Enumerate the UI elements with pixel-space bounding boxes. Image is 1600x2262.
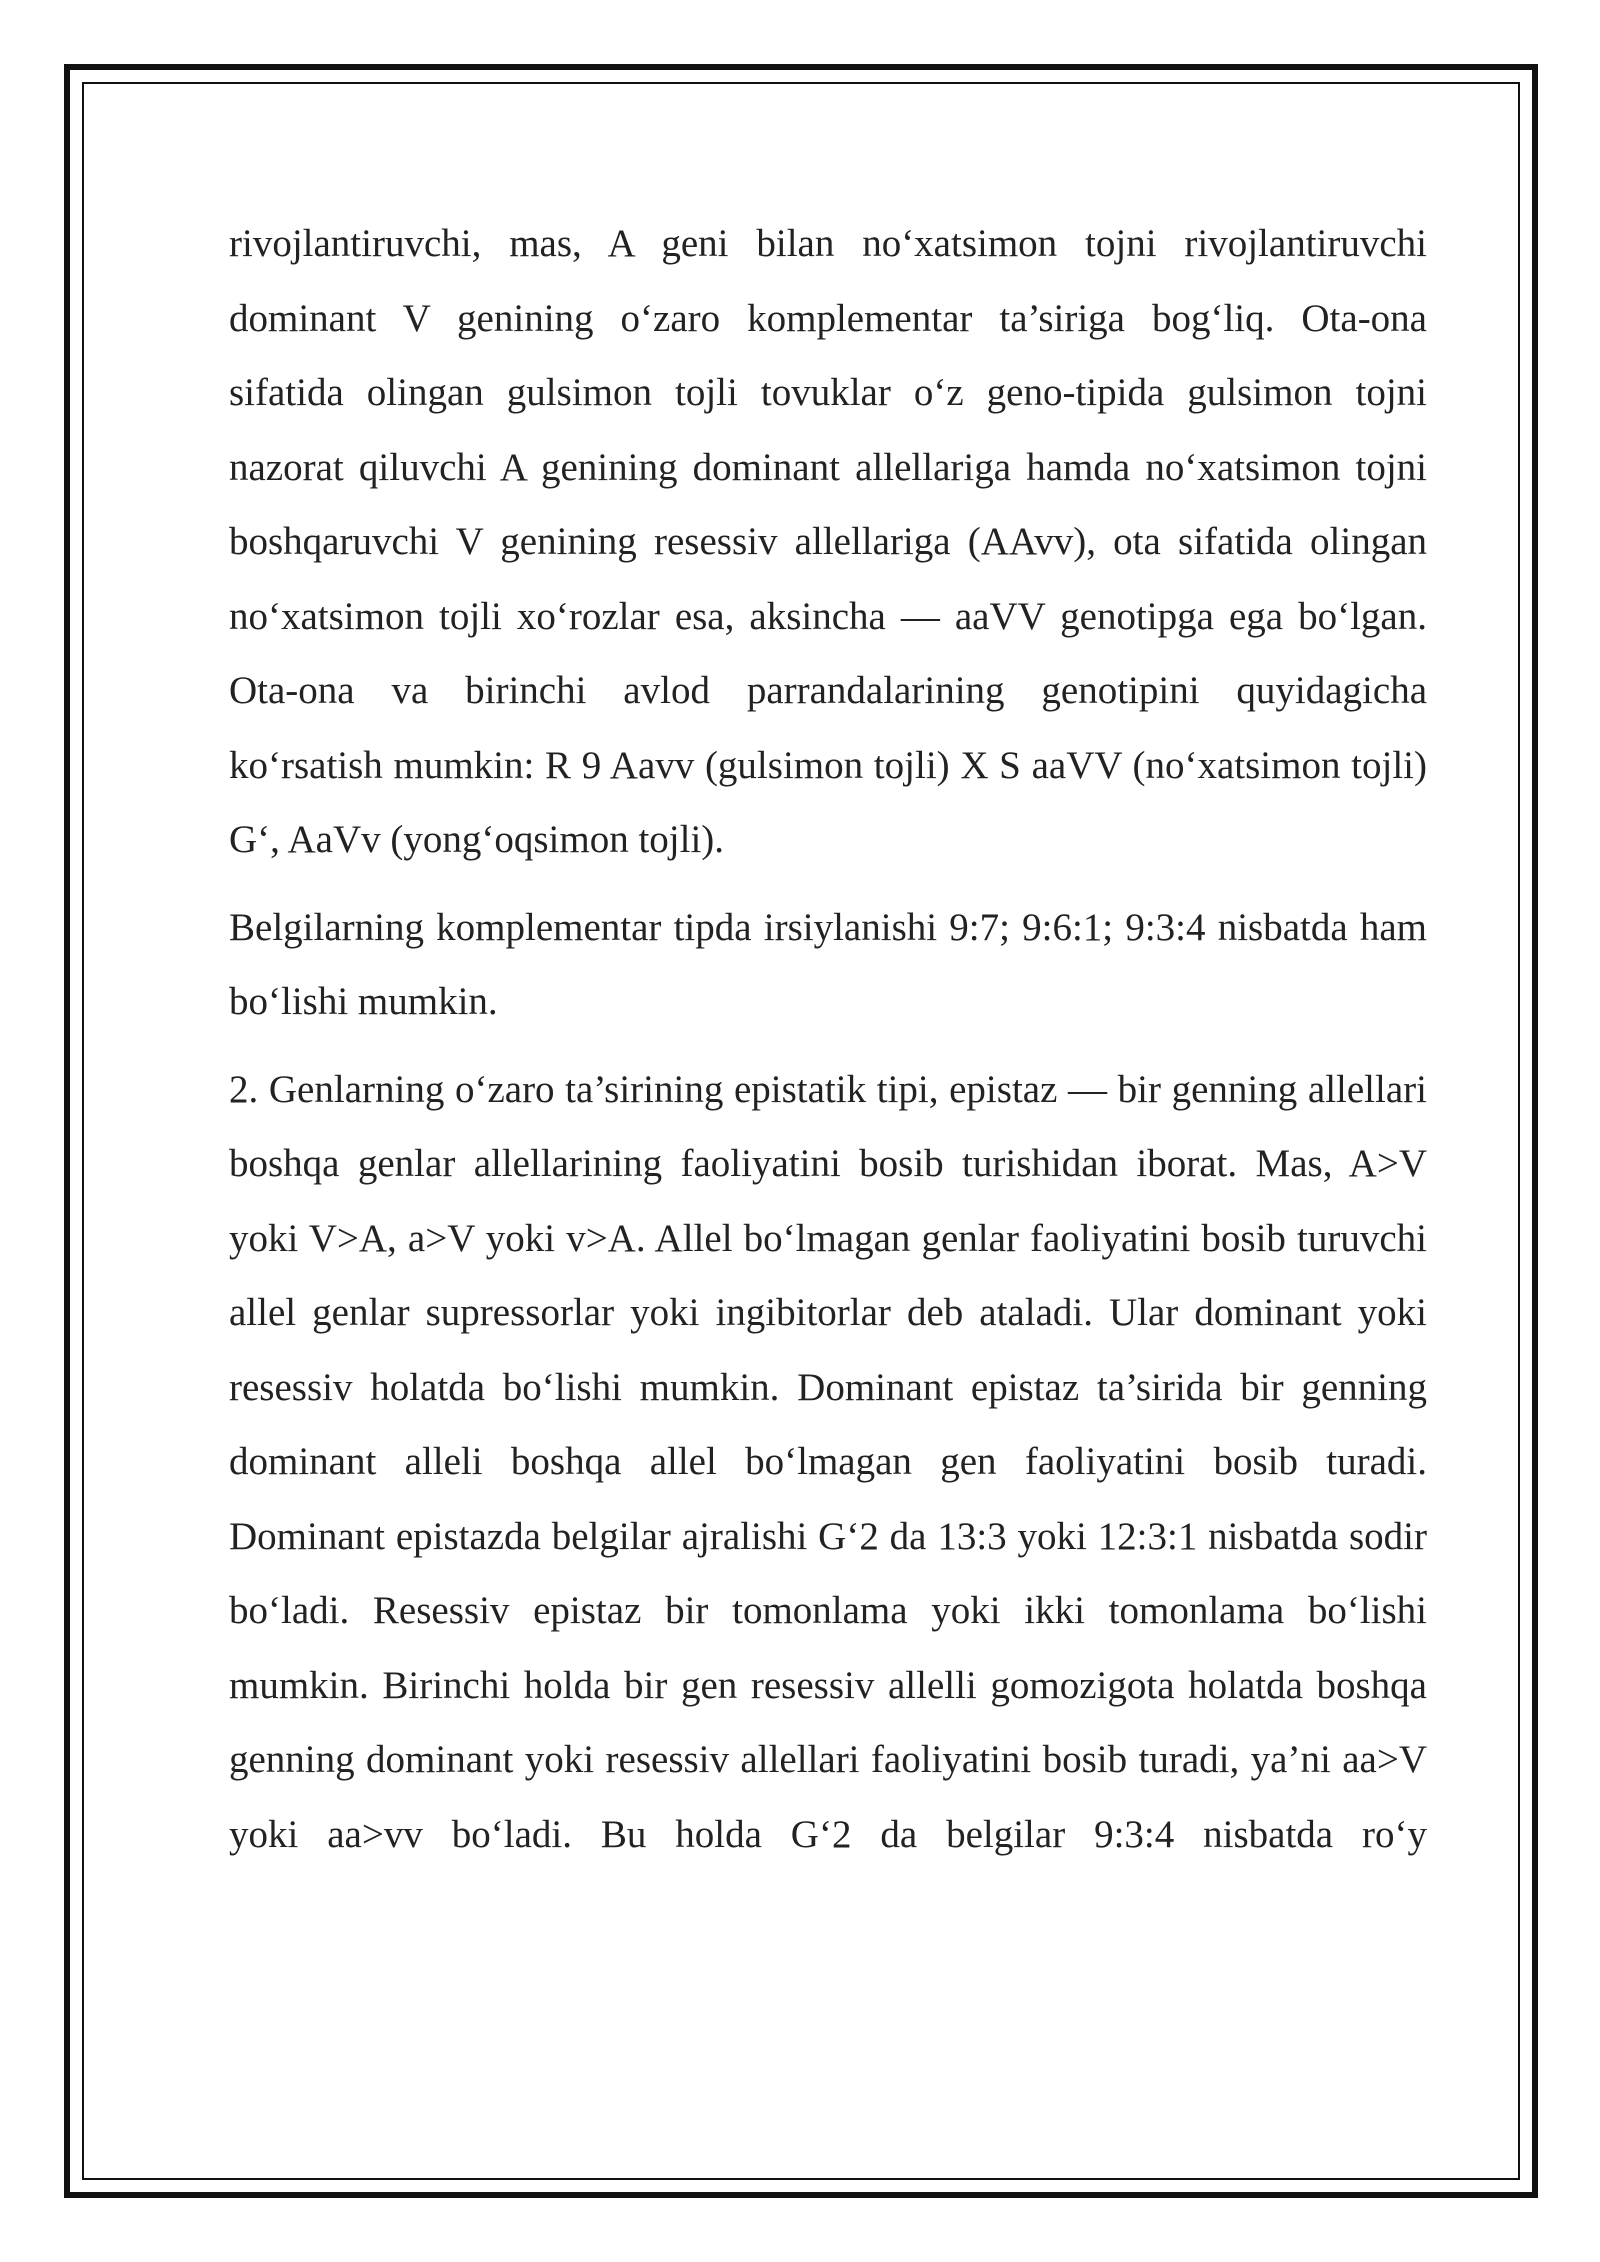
document-body (229, 207, 1427, 1872)
paragraph-komplementar-ratios: Belgilarning komplementar tipda irsiylanishi 9:7; 9:6:1; 9:3:4 nisbatda ham bo‘lishi mumkin. (229, 905, 1427, 1023)
paragraph-epistaz: 2. Genlarning o‘zaro ta’sirining epistatik tipi, epistaz — bir genning allellari boshqa genlar allellarining faoliyatini bosib turishidan iborat. Mas, A>V yoki V>A, a>V yoki v>A. Allel bo‘lmagan genlar faoliyatini bosib turuvchi allel genlar supressorlar yoki ingibitorlar deb ataladi. Ular dominant yoki resessiv holatda bo‘lishi mumkin. Dominant epistaz ta’sirida bir genning dominant alleli boshqa allel bo‘lmagan gen faoliyatini bosib turadi. Dominant epistazda belgilar ajralishi G‘2 da 13:3 yoki 12:3:1 nisbatda sodir bo‘ladi. Resessiv epistaz bir tomonlama yoki ikki tomonlama bo‘lishi mumkin. Birinchi holda bir gen resessiv allelli gomozigota holatda boshqa genning dominant yoki resessiv allellari faoliyatini bosib turadi, ya’ni aa>V yoki aa>vv bo‘ladi. Bu holda G‘2 da belgilar 9:3:4 nisbatda ro‘y (229, 1067, 1427, 1856)
paragraph-komplementar-example: rivojlantiruvchi, mas, A geni bilan no‘xatsimon tojni rivojlantiruvchi dominant V genining o‘zaro komplementar ta’siriga bog‘liq. Ota-ona sifatida olingan gulsimon tojli tovuklar o‘z geno-tipida gulsimon tojni nazorat qiluvchi A genining dominant allellariga hamda no‘xatsimon tojni boshqaruvchi V genining resessiv allellariga (AAvv), ota sifatida olingan no‘xatsimon tojli xo‘rozlar esa, aksincha — aaVV genotipga ega bo‘lgan. Ota-ona va birinchi avlod parrandalarining genotipini quyidagicha ko‘rsatish mumkin: R 9 Aavv (gulsimon tojli) X S aaVV (no‘xatsimon tojli) G‘, AaVv (yong‘oqsimon tojli). (229, 222, 1427, 861)
